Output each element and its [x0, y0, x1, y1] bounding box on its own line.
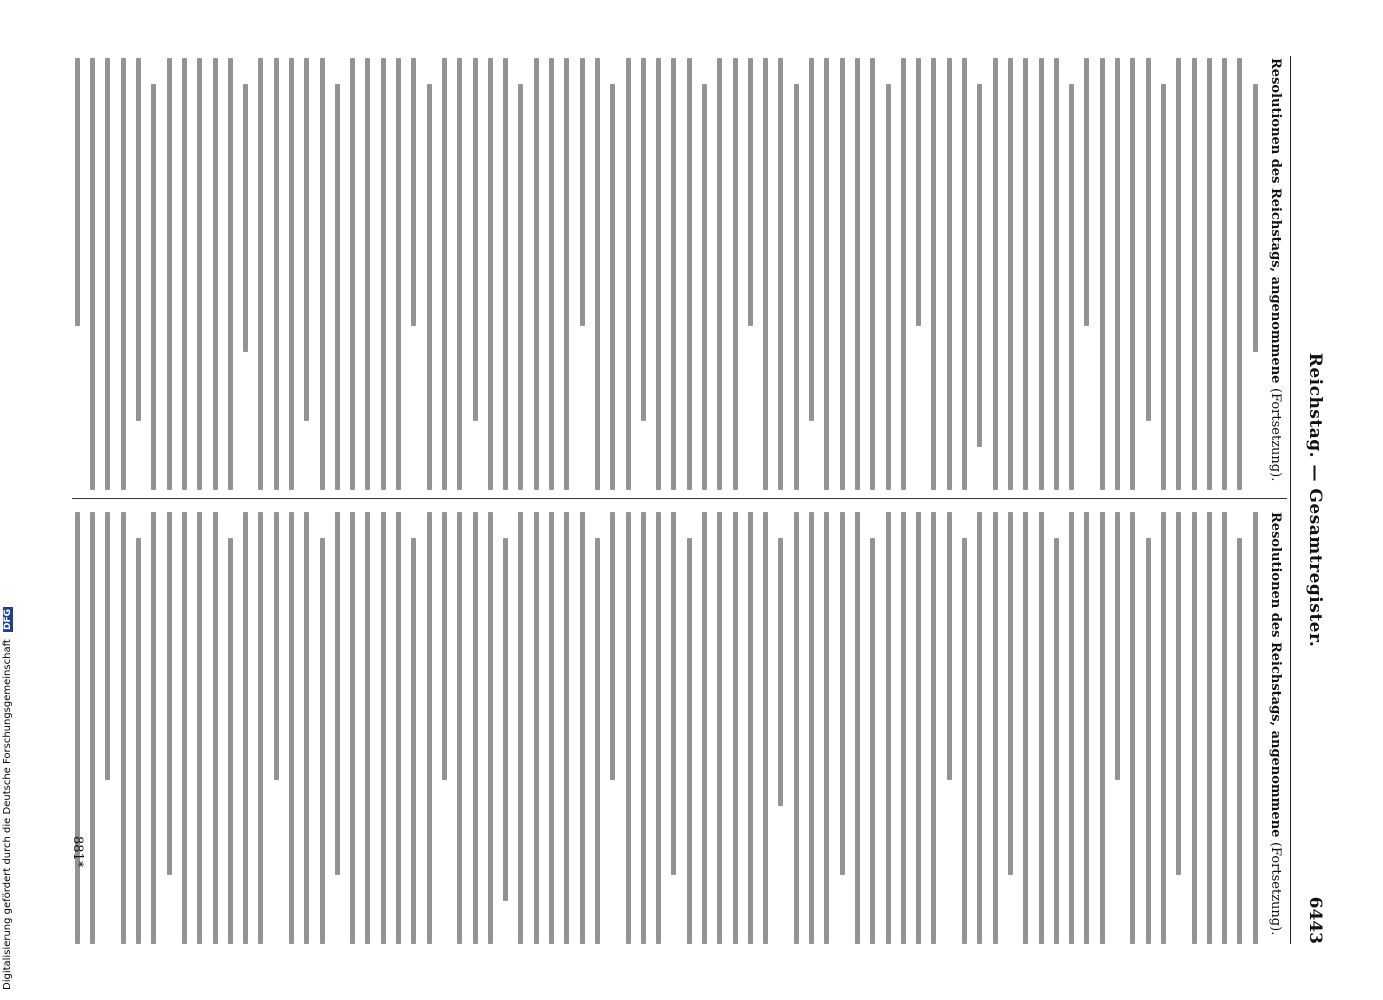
text-line: [1039, 58, 1044, 490]
text-line: [518, 512, 523, 944]
text-line: [381, 58, 386, 490]
text-line: [931, 58, 936, 490]
text-line: [457, 58, 462, 490]
text-line: [824, 58, 829, 490]
text-line: [167, 58, 172, 490]
text-line: [1130, 58, 1135, 490]
left-column-text: [75, 58, 1258, 490]
text-line: [1039, 512, 1044, 944]
text-line: [1054, 58, 1059, 490]
text-line: [182, 512, 187, 944]
text-line: [320, 58, 325, 490]
text-line: [90, 512, 95, 944]
text-line: [671, 58, 676, 490]
text-line: [274, 512, 279, 780]
text-line: [1084, 512, 1089, 944]
text-line: [121, 512, 126, 944]
text-line: [228, 538, 233, 944]
text-line: [626, 58, 631, 490]
text-line: [870, 58, 875, 490]
right-column-heading: Resolutionen des Reichstags, angenommene (Fortsetzung).: [1268, 512, 1283, 936]
text-line: [564, 58, 569, 490]
text-line: [167, 512, 172, 875]
text-line: [151, 84, 156, 490]
text-line: [1237, 538, 1242, 944]
text-line: [396, 58, 401, 490]
text-line: [1192, 58, 1197, 490]
text-line: [503, 58, 508, 490]
text-line: [197, 512, 202, 944]
text-line: [947, 512, 952, 780]
text-line: [610, 512, 615, 780]
text-line: [488, 512, 493, 944]
text-line: [396, 512, 401, 944]
text-line: [1192, 512, 1197, 944]
text-line: [671, 512, 676, 875]
text-line: [1069, 84, 1074, 490]
text-line: [901, 58, 906, 490]
text-line: [258, 58, 263, 490]
text-line: [411, 58, 416, 326]
text-line: [213, 58, 218, 490]
text-line: [304, 58, 309, 421]
text-line: [90, 58, 95, 490]
text-line: [641, 512, 646, 944]
text-line: [549, 512, 554, 944]
text-line: [243, 512, 248, 944]
text-line: [580, 58, 585, 326]
text-line: [1008, 58, 1013, 490]
text-line: [1253, 512, 1258, 944]
text-line: [1069, 512, 1074, 944]
text-line: [1146, 58, 1151, 421]
text-line: [1176, 512, 1181, 875]
text-line: [916, 58, 921, 326]
sheet-number: 881*: [70, 836, 85, 868]
text-line: [488, 58, 493, 490]
text-line: [717, 58, 722, 490]
text-line: [1115, 58, 1120, 490]
text-line: [641, 58, 646, 421]
text-line: [886, 84, 891, 490]
page-number: 6443: [1305, 896, 1325, 944]
text-line: [320, 538, 325, 944]
text-line: [1115, 512, 1120, 780]
header-rule: [1290, 56, 1291, 944]
text-line: [350, 58, 355, 490]
text-line: [809, 58, 814, 421]
text-line: [763, 58, 768, 490]
text-line: [350, 512, 355, 944]
left-column: [75, 58, 1283, 490]
text-line: [564, 512, 569, 944]
text-line: [870, 538, 875, 944]
text-line: [365, 58, 370, 490]
text-line: [1161, 512, 1166, 944]
text-line: [121, 58, 126, 490]
text-line: [1207, 512, 1212, 944]
text-line: [1100, 512, 1105, 944]
text-line: [335, 84, 340, 490]
column-divider: [72, 498, 1287, 499]
text-line: [687, 538, 692, 944]
left-column-heading: Resolutionen des Reichstags, angenommene (Fortsetzung).: [1268, 58, 1283, 482]
text-line: [702, 84, 707, 490]
text-line: [75, 58, 80, 326]
text-line: [840, 512, 845, 875]
text-line: [733, 512, 738, 944]
text-line: [794, 84, 799, 490]
text-line: [442, 58, 447, 490]
text-line: [1237, 58, 1242, 490]
text-line: [993, 58, 998, 490]
text-line: [75, 512, 80, 944]
text-line: [962, 58, 967, 490]
running-head: Reichstag. — Gesamtregister.: [1305, 352, 1325, 648]
text-line: [1023, 58, 1028, 490]
text-line: [427, 512, 432, 944]
text-line: [136, 58, 141, 421]
digitization-note: [0, 0, 16, 1000]
text-line: [595, 58, 600, 490]
text-line: [763, 512, 768, 944]
right-column-text: [75, 512, 1258, 944]
text-line: [228, 58, 233, 490]
text-line: [626, 512, 631, 944]
text-line: [687, 58, 692, 490]
text-line: [258, 512, 263, 944]
text-line: [1084, 58, 1089, 326]
text-line: [901, 512, 906, 944]
text-line: [809, 512, 814, 944]
text-line: [916, 512, 921, 944]
text-line: [289, 512, 294, 944]
text-line: [518, 84, 523, 490]
text-line: [855, 58, 860, 490]
text-line: [794, 512, 799, 944]
text-line: [1146, 538, 1151, 944]
text-line: [1161, 84, 1166, 490]
text-line: [136, 538, 141, 944]
text-line: [427, 84, 432, 490]
text-line: [1253, 84, 1258, 352]
text-line: [1222, 58, 1227, 490]
text-line: [274, 58, 279, 490]
right-column: [75, 512, 1283, 944]
text-line: [1054, 538, 1059, 944]
text-line: [656, 512, 661, 944]
text-line: [442, 512, 447, 780]
text-line: [717, 512, 722, 944]
text-line: [213, 512, 218, 944]
text-line: [824, 512, 829, 944]
text-line: [947, 58, 952, 490]
text-line: [733, 58, 738, 490]
text-line: [779, 58, 784, 490]
text-line: [748, 58, 753, 326]
text-line: [748, 512, 753, 944]
text-line: [1207, 58, 1212, 490]
text-line: [610, 84, 615, 490]
text-line: [702, 512, 707, 944]
text-line: [473, 58, 478, 421]
text-line: [243, 84, 248, 352]
text-line: [977, 84, 982, 447]
text-line: [993, 512, 998, 944]
text-line: [656, 58, 661, 490]
text-line: [335, 512, 340, 875]
dfg-logo: DFG: [3, 608, 13, 630]
text-line: [1130, 512, 1135, 944]
text-line: [289, 58, 294, 490]
text-line: [1100, 58, 1105, 490]
text-line: [977, 512, 982, 944]
text-line: [365, 512, 370, 944]
digitization-note-text: Digitalisierung gefördert durch die Deutsche Forschungsgemeinschaft: [2, 639, 13, 990]
text-line: [1222, 512, 1227, 944]
text-line: [503, 538, 508, 901]
text-line: [457, 512, 462, 944]
text-line: [1023, 512, 1028, 944]
text-line: [962, 538, 967, 944]
text-line: [411, 538, 416, 944]
text-line: [105, 512, 110, 780]
text-line: [151, 512, 156, 944]
text-line: [931, 512, 936, 944]
text-line: [549, 58, 554, 490]
text-line: [595, 538, 600, 944]
text-line: [473, 512, 478, 944]
text-line: [182, 58, 187, 490]
text-line: [1176, 58, 1181, 490]
text-line: [840, 58, 845, 490]
text-line: [381, 512, 386, 944]
text-line: [534, 58, 539, 490]
text-line: [886, 512, 891, 944]
text-line: [1008, 512, 1013, 875]
text-line: [197, 58, 202, 490]
text-line: [580, 512, 585, 944]
text-line: [105, 58, 110, 490]
text-line: [534, 512, 539, 944]
text-line: [855, 512, 860, 944]
text-line: [779, 538, 784, 806]
text-line: [304, 512, 309, 944]
